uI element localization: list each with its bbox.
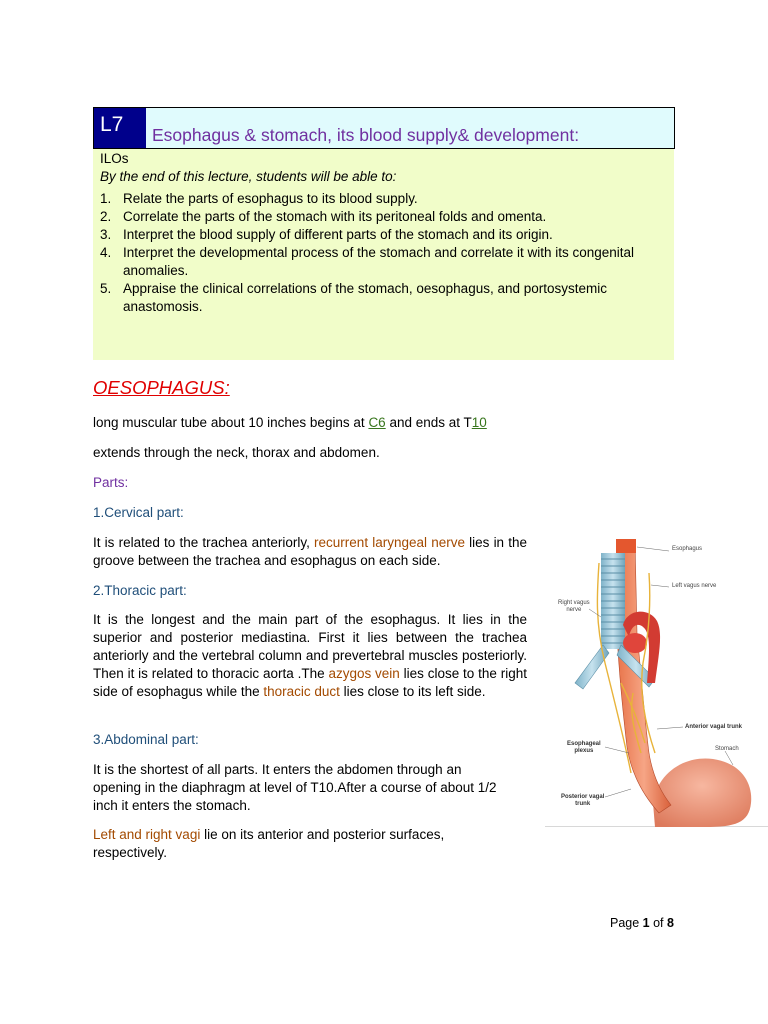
ilo-item xyxy=(100,226,674,244)
section-heading-oesophagus: OESOPHAGUS: xyxy=(93,377,230,398)
label-esophagus: Esophagus xyxy=(672,546,703,552)
ilo-text: Appraise the clinical correlations of the stomach, oesophagus, and portosystemic anastomosis. xyxy=(123,281,608,314)
ilo-text: Interpret the developmental process of the stomach and correlate it with its congenital anomalies. xyxy=(123,245,635,278)
abdominal-heading: 3.Abdominal part: xyxy=(93,732,199,747)
esophagus-top xyxy=(616,539,636,553)
paragraph-text: It is the longest and the main part of the esophagus. It lies in the superior and posterior mediastina. First it lies between the trachea anteriorly and the vertebral column and prevertebral muscles posteriorly. Then it is related to thoracic aorta .The xyxy=(93,612,527,681)
ilo-item xyxy=(100,208,674,226)
intro-text: long muscular tube about 10 inches begins at xyxy=(93,415,369,430)
ilo-number: 5. xyxy=(100,281,112,296)
ilos-label: ILOs xyxy=(100,151,129,166)
parts-label: Parts: xyxy=(93,475,129,490)
label-line: Right vagus xyxy=(558,600,590,606)
ilo-number: 1. xyxy=(100,191,112,206)
label-line: plexus xyxy=(574,748,594,754)
thoracic-heading: 2.Thoracic part: xyxy=(93,583,187,598)
label-anterior-vagal-trunk: Anterior vagal trunk xyxy=(685,724,743,730)
cervical-paragraph xyxy=(93,534,527,570)
label-stomach: Stomach xyxy=(715,746,739,752)
footer-text: of xyxy=(649,916,667,930)
highlight-thoracic-duct: thoracic duct xyxy=(263,684,340,699)
vagi-line-2: respectively. xyxy=(93,845,168,860)
highlight-vagi: Left and right vagi xyxy=(93,827,201,842)
highlight-recurrent-laryngeal-nerve: recurrent laryngeal nerve xyxy=(314,535,465,550)
extends-paragraph: extends through the neck, thorax and abdomen. xyxy=(93,445,380,460)
label-esophageal-plexus xyxy=(567,741,601,755)
ilo-item xyxy=(100,280,674,316)
ilo-text: Correlate the parts of the stomach with its peritoneal folds and omenta. xyxy=(123,209,547,224)
ilo-item xyxy=(100,190,674,208)
ilo-text: Relate the parts of esophagus to its blood supply. xyxy=(123,191,418,206)
esophagus-anatomy-figure xyxy=(545,533,768,827)
page-footer xyxy=(610,916,674,930)
paragraph-text: lies in the groove between the trachea and esophagus on each side. xyxy=(93,535,528,568)
total-page-number: 8 xyxy=(667,916,674,930)
vagi-line-1 xyxy=(93,826,444,844)
footer-text: Page xyxy=(610,916,643,930)
label-line: nerve xyxy=(566,607,582,613)
paragraph-text: lies close to the right side of esophagus while the xyxy=(93,666,527,699)
lecture-title: Esophagus & stomach, its blood supply& development: xyxy=(152,125,580,145)
intro-paragraph xyxy=(93,414,487,432)
ilo-number: 4. xyxy=(100,245,112,260)
level-t10: 10 xyxy=(471,415,487,430)
label-posterior-vagal-trunk xyxy=(561,794,604,808)
anatomy-illustration xyxy=(545,533,768,827)
ilo-text: Interpret the blood supply of different parts of the stomach and its origin. xyxy=(123,227,553,242)
intro-text: and ends at T xyxy=(385,415,472,430)
current-page-number: 1 xyxy=(642,916,650,930)
vessel-shape xyxy=(623,633,647,653)
ilos-box xyxy=(93,149,674,360)
highlight-azygos-vein: azygos vein xyxy=(328,666,400,681)
cervical-heading: 1.Cervical part: xyxy=(93,505,184,520)
thoracic-paragraph xyxy=(93,611,527,701)
abdominal-line-1: It is the shortest of all parts. It enters the abdomen through an xyxy=(93,762,462,777)
abdominal-line-3: inch it enters the stomach. xyxy=(93,798,251,813)
label-line: Esophageal xyxy=(567,741,601,747)
label-line: Posterior vagal xyxy=(561,794,605,800)
label-left-vagus-nerve: Left vagus nerve xyxy=(672,583,717,589)
ilo-item xyxy=(100,244,674,280)
ilos-list xyxy=(100,190,674,316)
stomach-shape xyxy=(653,758,751,827)
lecture-header xyxy=(93,107,675,149)
ilo-number: 2. xyxy=(100,209,112,224)
paragraph-text: lie on its anterior and posterior surfaces, xyxy=(200,827,445,842)
label-line: trunk xyxy=(575,801,591,807)
paragraph-text: It is related to the trachea anteriorly, xyxy=(93,535,315,550)
ilos-lead: By the end of this lecture, students will be able to: xyxy=(100,169,397,184)
paragraph-text: lies close to its left side. xyxy=(339,684,486,699)
label-right-vagus-nerve xyxy=(558,600,590,614)
ilo-number: 3. xyxy=(100,227,112,242)
lecture-code: L7 xyxy=(94,108,146,148)
level-c6: C6 xyxy=(368,415,386,430)
abdominal-line-2: opening in the diaphragm at level of T10.After a course of about 1/2 xyxy=(93,780,497,795)
